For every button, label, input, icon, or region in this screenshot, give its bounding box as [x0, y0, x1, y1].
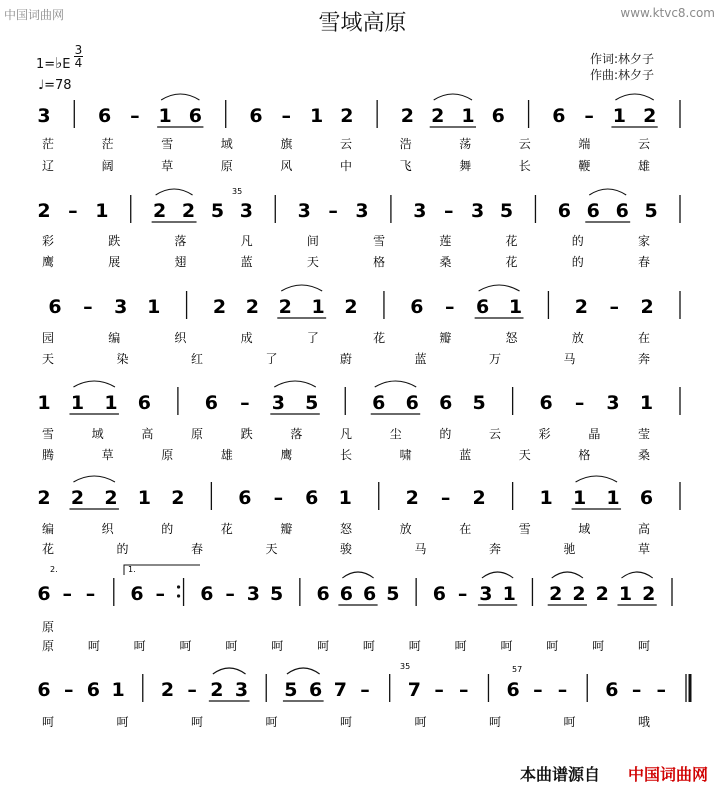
lyric-char: 舞 [459, 159, 472, 173]
lyric-char: 凡 [339, 427, 353, 441]
lyric-char: 晶 [588, 427, 601, 441]
lyric-char: 桑 [637, 448, 651, 462]
dash-note: – [557, 679, 568, 701]
note-digit: 6 [339, 583, 353, 605]
note-digit: 2 [210, 679, 224, 701]
lyric-char: 高 [141, 427, 154, 441]
lyric-char: 了 [306, 331, 319, 345]
note-digit: 2 [400, 105, 415, 127]
note-digit: 2 [640, 296, 654, 318]
note-digit: 2 [472, 487, 486, 509]
note-digit: 5 [210, 200, 225, 222]
lyric-char: 奔 [637, 352, 651, 366]
lyric-char: 凡 [240, 234, 253, 248]
note-digit: 6 [363, 583, 377, 605]
lyric-char: 高 [637, 522, 651, 536]
lyric-char: 落 [174, 234, 187, 248]
note-digit: 1 [461, 105, 475, 127]
lyric-char: 呵 [179, 639, 192, 653]
note-digit: 6 [372, 392, 386, 414]
note-digit: 5 [269, 583, 284, 605]
slur-arc [479, 285, 520, 291]
note-digit: 5 [472, 392, 486, 414]
lyric-char: 春 [190, 542, 204, 556]
dash-note: – [155, 583, 166, 605]
lyric-char: 天 [518, 448, 531, 462]
lyric-char: 域 [220, 137, 233, 151]
note-digit: 1 [508, 296, 523, 318]
dash-note: – [574, 392, 585, 414]
dash-note: – [457, 583, 468, 605]
slur-arc [213, 668, 246, 674]
lyric-char: 云 [339, 137, 353, 151]
note-digit: 2 [572, 583, 586, 605]
lyric-char: 哦 [637, 715, 651, 729]
lyric-char: 尘 [389, 427, 402, 441]
lyric-char: 蔚 [339, 352, 353, 366]
lyric-char: 的 [571, 234, 584, 248]
slur-arc [589, 189, 626, 195]
lyric-char: 草 [161, 159, 174, 173]
dash-note: – [273, 487, 284, 509]
lyric-char: 呵 [339, 715, 353, 729]
note-digit: 5 [386, 583, 400, 605]
lyric-char: 雪 [161, 137, 174, 151]
lyric-char: 花 [505, 255, 518, 269]
note-digit: 6 [37, 583, 51, 605]
note-digit: 6 [410, 296, 424, 318]
lyric-char: 呵 [637, 639, 651, 653]
note-digit: 6 [308, 679, 323, 701]
lyric-char: 格 [373, 255, 386, 269]
lyric-char: 啸 [399, 448, 412, 462]
footer-brand-link[interactable]: 中国词曲网 [628, 765, 709, 784]
lyric-char: 在 [459, 522, 472, 536]
note-digit: 2 [549, 583, 563, 605]
note-digit: 3 [479, 583, 493, 605]
lyric-char: 风 [280, 159, 293, 173]
lyric-char: 展 [108, 255, 121, 269]
grace-note-mark: 35 [232, 187, 243, 196]
note-digit: 2 [70, 487, 85, 509]
lyric-char: 呵 [500, 639, 513, 653]
note-digit: 2 [153, 200, 167, 222]
note-digit: 2 [160, 679, 175, 701]
note-digit: 2 [278, 296, 292, 318]
note-digit: 6 [439, 392, 453, 414]
note-digit: 3 [114, 296, 128, 318]
lyric-char: 呵 [133, 639, 146, 653]
lyric-char: 成 [240, 331, 253, 345]
note-digit: 1 [158, 105, 172, 127]
slur-arc [161, 94, 199, 100]
note-digit: 6 [557, 200, 571, 222]
lyric-char: 腾 [41, 448, 55, 462]
lyric-char: 飞 [399, 159, 412, 173]
note-digit: 6 [249, 105, 263, 127]
slur-arc [73, 381, 114, 387]
key-signature: 1=♭E [36, 54, 71, 72]
note-digit: 1 [147, 296, 161, 318]
site-watermark-right: www.ktvc8.com [620, 6, 715, 20]
lyric-char: 茫 [101, 137, 114, 151]
dash-note: – [440, 487, 451, 509]
repeat-dot [177, 585, 180, 588]
note-digit: 1 [104, 392, 118, 414]
lyric-char: 跌 [108, 234, 121, 248]
lyric-char: 骏 [339, 542, 353, 556]
note-digit: 7 [407, 679, 422, 701]
dash-note: – [85, 583, 96, 605]
lyric-char: 彩 [41, 234, 55, 248]
note-digit: 6 [605, 679, 619, 701]
quarter-note-icon: ♩ [38, 78, 45, 93]
lyric-char: 花 [505, 234, 518, 248]
lyric-char: 云 [518, 137, 531, 151]
lyric-char: 呵 [41, 715, 55, 729]
footer-source-text: 本曲谱源自 [520, 765, 601, 784]
note-digit: 6 [188, 105, 203, 127]
lyric-char: 奔 [488, 542, 502, 556]
note-digit: 3 [606, 392, 620, 414]
lyric-char: 织 [174, 331, 187, 345]
lyric-char: 呵 [563, 715, 576, 729]
note-digit: 6 [238, 487, 252, 509]
lyric-char: 呵 [488, 715, 502, 729]
song-title: 雪域高原 [318, 11, 407, 36]
lyric-char: 的 [439, 427, 452, 441]
note-digit: 1 [338, 487, 352, 509]
slur-arc [274, 381, 315, 387]
slur-arc [615, 94, 653, 100]
lyric-char: 雄 [637, 159, 651, 173]
lyric-char: 万 [488, 352, 502, 366]
note-digit: 2 [344, 296, 358, 318]
note-digit: 3 [239, 200, 253, 222]
composer-credit: 作曲:林夕子 [590, 68, 655, 82]
lyric-char: 中 [339, 159, 353, 173]
slur-arc [287, 668, 320, 674]
dash-note: – [63, 679, 74, 701]
repeat-dot [177, 594, 180, 597]
note-digit: 6 [506, 679, 520, 701]
note-digit: 6 [539, 392, 553, 414]
lyric-char: 呵 [271, 639, 284, 653]
lyricist-credit: 作词:林夕子 [590, 52, 655, 66]
lyric-char: 怒 [505, 331, 518, 345]
note-digit: 6 [204, 392, 218, 414]
note-digit: 1 [95, 200, 109, 222]
note-digit: 2 [340, 105, 354, 127]
lyric-char: 红 [190, 352, 204, 366]
dash-note: – [225, 583, 235, 605]
note-digit: 2 [574, 296, 588, 318]
lyric-char: 雪 [518, 522, 531, 536]
note-digit: 2 [643, 105, 657, 127]
lyric-char: 呵 [265, 715, 278, 729]
lyric-char: 原 [41, 620, 55, 634]
lyric-char: 呵 [116, 715, 129, 729]
lyric-char: 鞭 [578, 159, 591, 173]
lyric-char: 落 [290, 427, 303, 441]
slur-arc [434, 94, 472, 100]
lyric-char: 域 [578, 522, 591, 536]
lyric-char: 原 [161, 448, 174, 462]
time-signature: 3 4 [74, 43, 83, 70]
note-digit: 6 [48, 296, 62, 318]
lyric-char: 的 [571, 255, 584, 269]
lyric-char: 家 [637, 234, 651, 248]
lyric-char: 的 [161, 522, 174, 536]
dash-note: – [360, 679, 370, 701]
slur-arc [342, 572, 373, 578]
slur-arc [576, 476, 617, 482]
note-digit: 1 [612, 105, 627, 127]
note-digit: 6 [316, 583, 330, 605]
note-digit: 2 [171, 487, 185, 509]
note-digit: 6 [432, 583, 447, 605]
lyric-char: 呵 [225, 639, 238, 653]
note-digit: 6 [491, 105, 505, 127]
lyric-char: 呵 [408, 639, 421, 653]
slur-arc [73, 476, 114, 482]
note-digit: 5 [499, 200, 514, 222]
dash-note: – [459, 679, 469, 701]
first-ending-mark: 1. [128, 565, 136, 574]
lyric-char: 蓝 [459, 448, 472, 462]
dash-note: – [631, 679, 642, 701]
lyric-char: 放 [399, 522, 412, 536]
note-digit: 6 [37, 679, 51, 701]
note-digit: 2 [37, 200, 51, 222]
lyric-char: 原 [220, 159, 233, 173]
dash-note: – [533, 679, 543, 701]
lyric-char: 莹 [637, 427, 651, 441]
second-ending-mark: 2. [50, 565, 58, 574]
note-digit: 6 [130, 583, 144, 605]
lyric-char: 荡 [459, 137, 472, 151]
lyric-char: 呵 [414, 715, 427, 729]
lyric-char: 茫 [41, 137, 55, 151]
note-digit: 1 [311, 296, 325, 318]
note-digit: 3 [271, 392, 285, 414]
dash-note: – [281, 105, 292, 127]
lyric-char: 天 [265, 542, 278, 556]
lyric-char: 翅 [174, 255, 187, 269]
lyric-char: 云 [488, 427, 502, 441]
lyric-char: 在 [637, 331, 651, 345]
lyric-char: 春 [637, 255, 651, 269]
dash-note: – [444, 296, 455, 318]
slur-arc [375, 381, 416, 387]
note-digit: 2 [37, 487, 51, 509]
dash-note: – [62, 583, 73, 605]
note-digit: 3 [297, 200, 311, 222]
note-digit: 2 [405, 487, 419, 509]
lyric-char: 原 [41, 639, 55, 653]
lyric-char: 花 [220, 522, 233, 536]
lyric-char: 草 [637, 542, 651, 556]
note-digit: 2 [245, 296, 259, 318]
note-digit: 2 [642, 583, 656, 605]
lyric-char: 花 [373, 331, 386, 345]
lyric-char: 鹰 [280, 448, 293, 462]
note-digit: 2 [431, 105, 445, 127]
lyric-char: 怒 [339, 522, 353, 536]
note-digit: 3 [355, 200, 369, 222]
lyric-char: 瓣 [280, 522, 293, 536]
note-digit: 6 [476, 296, 490, 318]
lyric-char: 放 [571, 331, 584, 345]
note-digit: 3 [413, 200, 427, 222]
note-digit: 3 [37, 105, 51, 127]
lyric-char: 的 [116, 542, 129, 556]
note-digit: 3 [234, 679, 249, 701]
lyric-char: 莲 [439, 234, 452, 248]
note-digit: 1 [137, 487, 152, 509]
lyric-char: 彩 [538, 427, 551, 441]
dash-note: – [187, 679, 197, 701]
dash-note: – [83, 296, 93, 318]
lyric-char: 编 [108, 331, 121, 345]
lyric-char: 天 [41, 352, 55, 366]
lyric-char: 草 [101, 448, 114, 462]
note-digit: 6 [639, 487, 654, 509]
note-digit: 1 [618, 583, 633, 605]
note-digit: 6 [137, 392, 152, 414]
slur-arc [156, 189, 193, 195]
note-digit: 2 [104, 487, 118, 509]
lyric-char: 呵 [362, 639, 375, 653]
lyric-char: 浩 [399, 137, 412, 151]
lyric-char: 端 [578, 137, 591, 151]
tempo-marking: ♩=78 [38, 78, 72, 93]
note-digit: 6 [615, 200, 629, 222]
note-digit: 7 [333, 679, 347, 701]
note-digit: 6 [97, 105, 112, 127]
lyric-char: 鹰 [41, 255, 55, 269]
note-digit: 1 [639, 392, 654, 414]
lyric-char: 雪 [41, 427, 55, 441]
lyric-char: 云 [637, 137, 651, 151]
lyric-char: 跌 [240, 427, 253, 441]
note-digit: 6 [86, 679, 101, 701]
note-digit: 1 [539, 487, 553, 509]
lyric-char: 长 [518, 159, 531, 173]
lyric-char: 呵 [87, 639, 100, 653]
note-digit: 2 [181, 200, 196, 222]
lyric-char: 呵 [592, 639, 605, 653]
note-digit: 5 [644, 200, 658, 222]
lyric-char: 辽 [41, 159, 55, 173]
note-digit: 1 [606, 487, 620, 509]
lyric-char: 蓝 [240, 255, 253, 269]
note-digit: 1 [309, 105, 324, 127]
lyric-char: 桑 [439, 255, 452, 269]
note-digit: 6 [552, 105, 566, 127]
lyric-char: 编 [41, 522, 55, 536]
dash-note: – [443, 200, 454, 222]
slur-arc [482, 572, 513, 578]
lyric-char: 织 [101, 522, 114, 536]
lyric-char: 了 [265, 352, 278, 366]
note-digit: 5 [284, 679, 298, 701]
dash-note: – [240, 392, 250, 414]
note-digit: 2 [595, 583, 609, 605]
note-digit: 1 [502, 583, 516, 605]
lyric-char: 雪 [373, 234, 386, 248]
lyric-char: 原 [190, 427, 204, 441]
note-digit: 6 [305, 487, 319, 509]
dash-note: – [609, 296, 619, 318]
note-digit: 6 [586, 200, 600, 222]
grace-note-mark: 35 [400, 662, 411, 671]
lyric-char: 染 [116, 352, 129, 366]
dash-note: – [656, 679, 667, 701]
lyric-char: 域 [91, 427, 104, 441]
lyric-char: 马 [414, 542, 427, 556]
lyric-char: 长 [339, 448, 353, 462]
dash-note: – [130, 105, 140, 127]
lyric-char: 雄 [220, 448, 233, 462]
slur-arc [621, 572, 652, 578]
dash-note: – [68, 200, 78, 222]
lyric-char: 阔 [101, 159, 114, 173]
slur-arc [281, 285, 322, 291]
lyric-char: 格 [578, 448, 591, 462]
note-digit: 1 [111, 679, 125, 701]
lyric-char: 马 [563, 352, 576, 366]
note-digit: 6 [405, 392, 419, 414]
lyric-char: 天 [306, 255, 319, 269]
note-digit: 2 [212, 296, 227, 318]
lyric-char: 呵 [190, 715, 204, 729]
note-digit: 3 [246, 583, 260, 605]
lyric-char: 呵 [454, 639, 467, 653]
lyric-char: 花 [41, 542, 55, 556]
note-digit: 1 [37, 392, 51, 414]
dash-note: – [584, 105, 594, 127]
dash-note: – [328, 200, 338, 222]
dash-note: – [434, 679, 444, 701]
note-digit: 1 [70, 392, 85, 414]
note-digit: 1 [572, 487, 587, 509]
lyric-char: 蓝 [414, 352, 427, 366]
note-digit: 6 [200, 583, 214, 605]
lyric-char: 园 [41, 331, 55, 345]
note-digit: 3 [471, 200, 485, 222]
lyric-char: 呵 [546, 639, 559, 653]
note-digit: 5 [305, 392, 319, 414]
lyric-char: 间 [306, 234, 319, 248]
lyric-char: 旗 [280, 137, 293, 151]
grace-note-mark: 57 [512, 665, 523, 674]
slur-arc [552, 572, 583, 578]
site-watermark-left: 中国词曲网 [4, 8, 65, 22]
lyric-char: 呵 [317, 639, 330, 653]
lyric-char: 瓣 [439, 331, 452, 345]
lyric-char: 驰 [563, 542, 576, 556]
